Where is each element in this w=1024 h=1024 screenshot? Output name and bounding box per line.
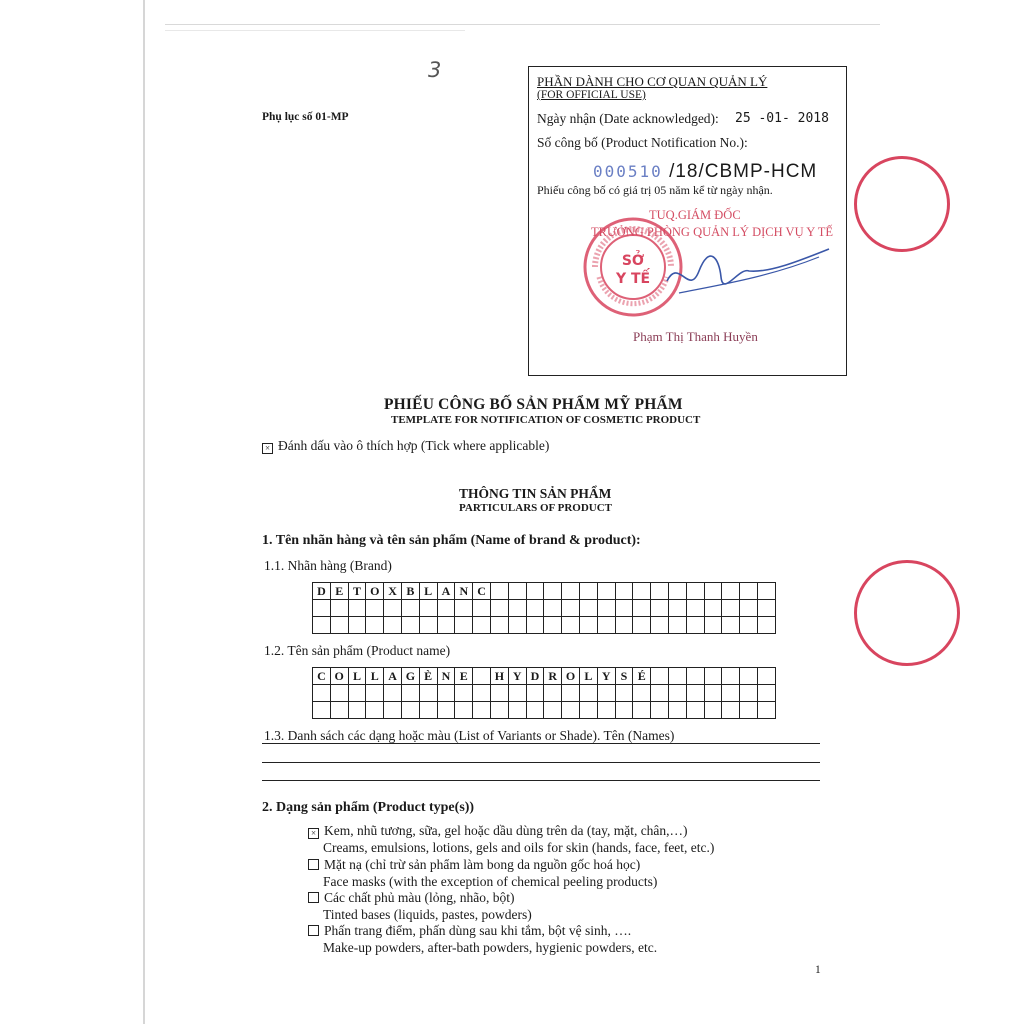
- product-type-1-en: Creams, emulsions, lotions, gels and oils for skin (hands, face, feet, etc.): [323, 840, 715, 855]
- grid-cell: [491, 600, 509, 617]
- grid-cell: [491, 583, 509, 600]
- grid-cell: [455, 617, 473, 634]
- grid-cell: [527, 600, 545, 617]
- grid-cell: [349, 685, 367, 702]
- grid-cell: [758, 668, 776, 685]
- empty-box-icon: [308, 859, 319, 870]
- grid-cell: [580, 685, 598, 702]
- grid-cell: [562, 685, 580, 702]
- product-type-3-en: Tinted bases (liquids, pastes, powders): [323, 907, 532, 922]
- grid-cell: [687, 668, 705, 685]
- official-subtitle: (FOR OFFICIAL USE): [537, 89, 646, 101]
- product-type-3-vn: Các chất phủ màu (lỏng, nhão, bột): [324, 890, 515, 905]
- grid-cell: [402, 685, 420, 702]
- grid-cell: [651, 600, 669, 617]
- notification-number-suffix: /18/CBMP-HCM: [669, 161, 818, 182]
- notification-number-label: Số công bố (Product Notification No.):: [537, 135, 748, 150]
- product-name-grid: [312, 667, 776, 719]
- grid-cell: [722, 583, 740, 600]
- grid-cell: [651, 685, 669, 702]
- form-title-en: TEMPLATE FOR NOTIFICATION OF COSMETIC PRODUCT: [391, 414, 701, 426]
- grid-cell: [580, 702, 598, 719]
- variants-rule-2: [262, 762, 820, 763]
- grid-cell: [491, 617, 509, 634]
- grid-cell: [705, 617, 723, 634]
- grid-cell: [384, 617, 402, 634]
- grid-cell: [473, 617, 491, 634]
- grid-cell: L: [349, 668, 367, 685]
- tick-note-text: Đánh dấu vào ô thích hợp (Tick where applicable): [278, 438, 550, 453]
- grid-cell: [758, 685, 776, 702]
- grid-cell: [366, 702, 384, 719]
- notification-number-handwritten: 000510: [593, 162, 663, 181]
- grid-cell: C: [313, 668, 331, 685]
- grid-cell: L: [420, 583, 438, 600]
- grid-cell: [616, 583, 634, 600]
- grid-cell: O: [562, 668, 580, 685]
- grid-cell: [633, 702, 651, 719]
- grid-cell: [651, 583, 669, 600]
- grid-cell: [633, 583, 651, 600]
- grid-cell: [722, 685, 740, 702]
- grid-cell: [402, 617, 420, 634]
- grid-cell: [651, 702, 669, 719]
- product-type-2-en: Face masks (with the exception of chemical peeling products): [323, 874, 658, 889]
- grid-cell: [562, 600, 580, 617]
- grid-cell: [527, 685, 545, 702]
- date-acknowledged-label: Ngày nhận (Date acknowledged):: [537, 111, 719, 126]
- question-1-1: 1.1. Nhãn hàng (Brand): [264, 558, 392, 573]
- grid-cell: [438, 600, 456, 617]
- grid-cell: [331, 617, 349, 634]
- tick-note: [262, 438, 549, 454]
- grid-cell: É: [633, 668, 651, 685]
- grid-cell: Y: [598, 668, 616, 685]
- grid-cell: [473, 685, 491, 702]
- brand-grid: [312, 582, 776, 634]
- grid-cell: O: [366, 583, 384, 600]
- grid-cell: [544, 685, 562, 702]
- grid-cell: [687, 600, 705, 617]
- grid-cell: C: [473, 583, 491, 600]
- grid-cell: [313, 685, 331, 702]
- product-type-4-en: Make-up powders, after-bath powders, hygienic powders, etc.: [323, 940, 658, 955]
- grid-cell: È: [420, 668, 438, 685]
- grid-cell: [509, 600, 527, 617]
- grid-cell: [705, 600, 723, 617]
- product-type-4-vn: Phấn trang điểm, phấn dùng sau khi tắm, bột vệ sinh, ….: [324, 923, 632, 938]
- signature: [659, 237, 839, 307]
- grid-cell: [705, 668, 723, 685]
- grid-cell: [669, 668, 687, 685]
- grid-cell: [669, 583, 687, 600]
- grid-cell: [349, 617, 367, 634]
- grid-cell: [722, 702, 740, 719]
- grid-cell: [562, 617, 580, 634]
- grid-cell: [687, 617, 705, 634]
- product-type-4: [308, 923, 631, 939]
- grid-cell: [313, 702, 331, 719]
- empty-box-icon: [308, 892, 319, 903]
- grid-cell: [740, 702, 758, 719]
- grid-cell: [402, 600, 420, 617]
- grid-cell: [491, 685, 509, 702]
- svg-text:Y TẾ: Y TẾ: [615, 271, 651, 287]
- grid-cell: [509, 685, 527, 702]
- grid-cell: [740, 617, 758, 634]
- checked-box-icon: ×: [262, 443, 273, 454]
- grid-cell: [527, 583, 545, 600]
- grid-cell: [758, 702, 776, 719]
- grid-cell: D: [313, 583, 331, 600]
- grid-cell: H: [491, 668, 509, 685]
- grid-cell: [616, 702, 634, 719]
- grid-cell: E: [331, 583, 349, 600]
- annex-label: Phụ lục số 01-MP: [262, 111, 349, 123]
- grid-cell: Y: [509, 668, 527, 685]
- grid-cell: [651, 617, 669, 634]
- page-left-edge: [143, 0, 145, 1024]
- variants-rule-3: [262, 780, 820, 781]
- grid-cell: [527, 702, 545, 719]
- grid-cell: [438, 617, 456, 634]
- grid-cell: [473, 702, 491, 719]
- notification-number: [593, 161, 817, 183]
- grid-cell: [687, 702, 705, 719]
- grid-cell: X: [384, 583, 402, 600]
- grid-cell: [722, 617, 740, 634]
- validity-note: Phiếu công bố có giá trị 05 năm kể từ ngày nhận.: [537, 183, 773, 197]
- product-type-2-vn: Mặt nạ (chỉ trừ sản phẩm làm bong da nguồn gốc hoá học): [324, 857, 641, 872]
- grid-cell: [598, 600, 616, 617]
- empty-box-icon: [308, 925, 319, 936]
- grid-cell: [331, 685, 349, 702]
- director-title: TUQ.GIÁM ĐỐC: [649, 208, 741, 222]
- grid-cell: [687, 583, 705, 600]
- grid-cell: [313, 617, 331, 634]
- grid-cell: N: [438, 668, 456, 685]
- edge-seal-bottom: [854, 560, 960, 666]
- grid-cell: D: [527, 668, 545, 685]
- grid-cell: [598, 685, 616, 702]
- grid-cell: [527, 617, 545, 634]
- grid-cell: [349, 600, 367, 617]
- grid-cell: [509, 617, 527, 634]
- grid-cell: [669, 702, 687, 719]
- grid-cell: B: [402, 583, 420, 600]
- grid-cell: [366, 600, 384, 617]
- grid-cell: [509, 702, 527, 719]
- grid-cell: [384, 685, 402, 702]
- grid-cell: [420, 685, 438, 702]
- product-type-3: [308, 890, 514, 906]
- grid-cell: [544, 600, 562, 617]
- grid-cell: A: [384, 668, 402, 685]
- grid-cell: [384, 702, 402, 719]
- grid-cell: [633, 617, 651, 634]
- official-title: PHẦN DÀNH CHO CƠ QUAN QUẢN LÝ: [537, 74, 768, 89]
- grid-cell: [384, 600, 402, 617]
- grid-cell: [366, 617, 384, 634]
- grid-cell: [544, 702, 562, 719]
- department-title: TRƯỞNG PHÒNG QUẢN LÝ DỊCH VỤ Y TẾ: [591, 225, 833, 239]
- grid-cell: [740, 583, 758, 600]
- grid-cell: [438, 702, 456, 719]
- grid-cell: [580, 583, 598, 600]
- edge-seal-top: [854, 156, 950, 252]
- grid-cell: S: [616, 668, 634, 685]
- grid-cell: [616, 685, 634, 702]
- grid-cell: [455, 600, 473, 617]
- grid-cell: O: [331, 668, 349, 685]
- grid-cell: [616, 600, 634, 617]
- grid-cell: E: [455, 668, 473, 685]
- grid-cell: [509, 583, 527, 600]
- product-type-1-vn: Kem, nhũ tương, sữa, gel hoặc dầu dùng trên da (tay, mặt, chân,…): [324, 823, 688, 838]
- grid-cell: [544, 617, 562, 634]
- signer-name: Phạm Thị Thanh Huyền: [633, 329, 758, 344]
- grid-cell: [598, 617, 616, 634]
- grid-cell: [313, 600, 331, 617]
- form-title-vn: PHIẾU CÔNG BỐ SẢN PHẨM MỸ PHẨM: [384, 396, 683, 413]
- question-1-3: 1.3. Danh sách các dạng hoặc màu (List of Variants or Shade). Tên (Names): [264, 728, 675, 743]
- grid-cell: [687, 685, 705, 702]
- product-type-1: [308, 823, 688, 839]
- grid-cell: R: [544, 668, 562, 685]
- grid-cell: [598, 702, 616, 719]
- page-number: 1: [815, 964, 821, 976]
- grid-cell: T: [349, 583, 367, 600]
- svg-text:SỞ: SỞ: [621, 253, 645, 269]
- grid-cell: A: [438, 583, 456, 600]
- grid-cell: L: [580, 668, 598, 685]
- grid-cell: [473, 668, 491, 685]
- grid-cell: [331, 600, 349, 617]
- grid-cell: [758, 617, 776, 634]
- official-use-box: [528, 66, 847, 376]
- grid-cell: [562, 583, 580, 600]
- grid-cell: [616, 617, 634, 634]
- grid-cell: [651, 668, 669, 685]
- grid-cell: [705, 685, 723, 702]
- grid-cell: [633, 685, 651, 702]
- section-title-vn: THÔNG TIN SẢN PHẨM: [459, 486, 612, 501]
- checked-box-icon: ×: [308, 828, 319, 839]
- section-title-en: PARTICULARS OF PRODUCT: [459, 502, 613, 514]
- page-top-edge: [165, 24, 880, 25]
- grid-cell: [722, 600, 740, 617]
- grid-cell: [740, 685, 758, 702]
- grid-cell: [758, 600, 776, 617]
- grid-cell: [705, 702, 723, 719]
- grid-cell: [580, 617, 598, 634]
- page-top-edge-faint: [165, 30, 465, 31]
- grid-cell: [740, 600, 758, 617]
- grid-cell: [669, 600, 687, 617]
- grid-cell: [580, 600, 598, 617]
- variants-rule-1: [262, 743, 820, 744]
- grid-cell: [491, 702, 509, 719]
- handwritten-page-mark: 3: [428, 58, 442, 82]
- question-1-2: 1.2. Tên sản phẩm (Product name): [264, 643, 451, 658]
- grid-cell: [438, 685, 456, 702]
- grid-cell: L: [366, 668, 384, 685]
- grid-cell: [349, 702, 367, 719]
- grid-cell: [562, 702, 580, 719]
- grid-cell: [669, 685, 687, 702]
- grid-cell: [420, 600, 438, 617]
- date-acknowledged-value: 25 -01- 2018: [735, 111, 829, 126]
- grid-cell: [455, 702, 473, 719]
- grid-cell: [722, 668, 740, 685]
- grid-cell: [758, 583, 776, 600]
- grid-cell: [473, 600, 491, 617]
- grid-cell: [420, 702, 438, 719]
- grid-cell: [331, 702, 349, 719]
- grid-cell: [598, 583, 616, 600]
- grid-cell: G: [402, 668, 420, 685]
- grid-cell: [366, 685, 384, 702]
- grid-cell: [455, 685, 473, 702]
- question-1: 1. Tên nhãn hàng và tên sản phẩm (Name of brand & product):: [262, 533, 641, 548]
- grid-cell: N: [455, 583, 473, 600]
- grid-cell: [633, 600, 651, 617]
- grid-cell: [669, 617, 687, 634]
- question-2: 2. Dạng sản phẩm (Product type(s)): [262, 800, 475, 815]
- product-type-2: [308, 857, 640, 873]
- grid-cell: [544, 583, 562, 600]
- grid-cell: [705, 583, 723, 600]
- grid-cell: [740, 668, 758, 685]
- grid-cell: [402, 702, 420, 719]
- grid-cell: [420, 617, 438, 634]
